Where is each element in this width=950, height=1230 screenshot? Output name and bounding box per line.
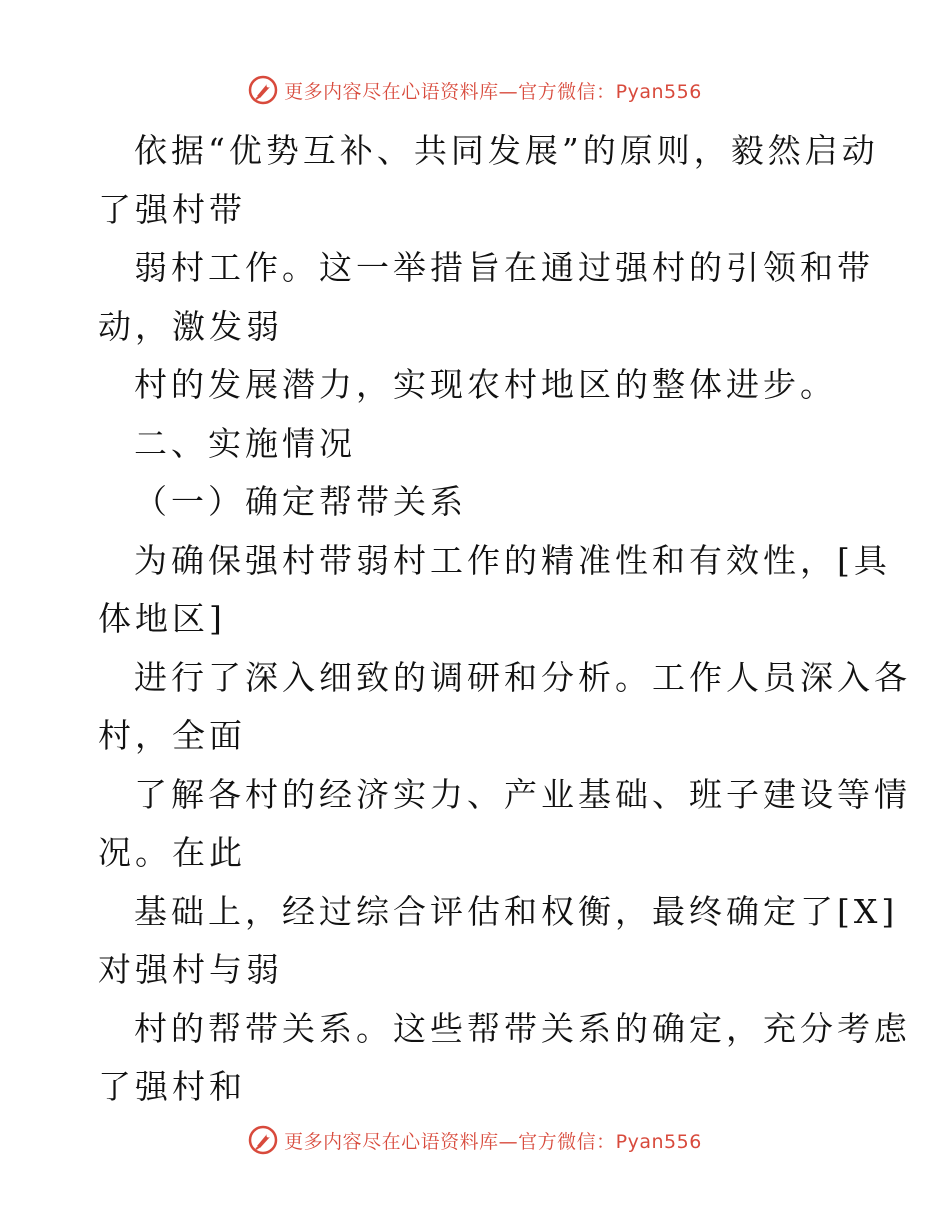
subsection-heading: （一）确定帮带关系 — [134, 482, 467, 521]
text-line: 对强村与弱 — [98, 950, 283, 989]
text-line: 村的帮带关系。这些帮带关系的确定，充分考虑 — [134, 1008, 911, 1048]
pen-nib-logo-icon — [248, 1125, 278, 1155]
pen-nib-logo-icon — [248, 75, 278, 105]
text-line: 动，激发弱 — [98, 306, 283, 346]
text-line: 进行了深入细致的调研和分析。工作人员深入各 — [134, 657, 911, 697]
text-line: 了强村和 — [98, 1067, 246, 1106]
text-line: 况。在此 — [98, 833, 246, 872]
watermark-text: 更多内容尽在心语资料库—官方微信：Pyan556 — [284, 80, 702, 103]
text-line: 依据“优势互补、共同发展”的原则，毅然启动 — [134, 131, 879, 170]
section-heading: 二、实施情况 — [134, 423, 356, 463]
text-line: 为确保强村带弱村工作的精准性和有效性，[具 — [134, 540, 891, 580]
text-line: 体地区] — [98, 599, 226, 638]
text-line: 弱村工作。这一举措旨在通过强村的引领和带 — [134, 248, 874, 287]
text-line: 了强村带 — [98, 189, 246, 229]
watermark-text: 更多内容尽在心语资料库—官方微信：Pyan556 — [284, 1130, 702, 1153]
text-line: 基础上，经过综合评估和权衡，最终确定了[X] — [134, 891, 899, 931]
text-line: 村的发展潜力，实现农村地区的整体进步。 — [134, 365, 837, 404]
header-watermark — [0, 70, 950, 110]
text-line: 了解各村的经济实力、产业基础、班子建设等情 — [134, 774, 911, 814]
document-body — [98, 122, 911, 1117]
footer-watermark — [0, 1120, 950, 1160]
text-line: 村，全面 — [98, 716, 246, 755]
